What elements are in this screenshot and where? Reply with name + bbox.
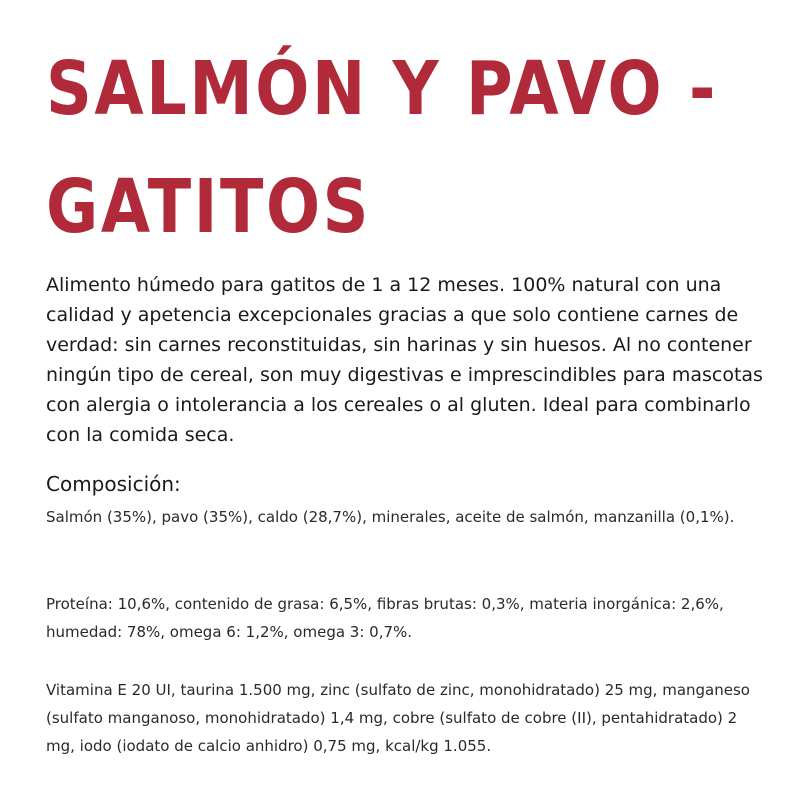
product-title-line-1: SALMÓN Y PAVO -	[46, 46, 718, 132]
composition-analysis: Proteína: 10,6%, contenido de grasa: 6,5%, fibras brutas: 0,3%, materia inorgánica: 2,6%, humedad: 78%, omega 6: 1,2%, omega 3: 0,7%.	[46, 595, 724, 641]
composition-ingredients: Salmón (35%), pavo (35%), caldo (28,7%), minerales, aceite de salmón, manzanilla (0,1%).	[46, 508, 735, 526]
composition-heading: Composición:	[46, 472, 181, 496]
composition-additives: Vitamina E 20 UI, taurina 1.500 mg, zinc (sulfato de zinc, monohidratado) 25 mg, manganeso (sulfato manganoso, monohidratado) 1,4 mg, cobre (sulfato de cobre (II), pentahidratado) 2 mg, iodo (iodato de calcio anhidro) 0,75 mg, kcal/kg 1.055.	[46, 681, 750, 755]
product-title	[46, 30, 718, 266]
product-title-line-2: GATITOS	[46, 164, 372, 250]
product-description: Alimento húmedo para gatitos de 1 a 12 meses. 100% natural con una calidad y apetencia excepcionales gracias a que solo contiene carnes de verdad: sin carnes reconstituidas, sin harinas y sin huesos. Al no contener ningún tipo de cereal, son muy digestivas e imprescindibles para mascotas con alergia o intolerancia a los cereales o al gluten. Ideal para combinarlo con la comida seca.	[46, 274, 763, 446]
